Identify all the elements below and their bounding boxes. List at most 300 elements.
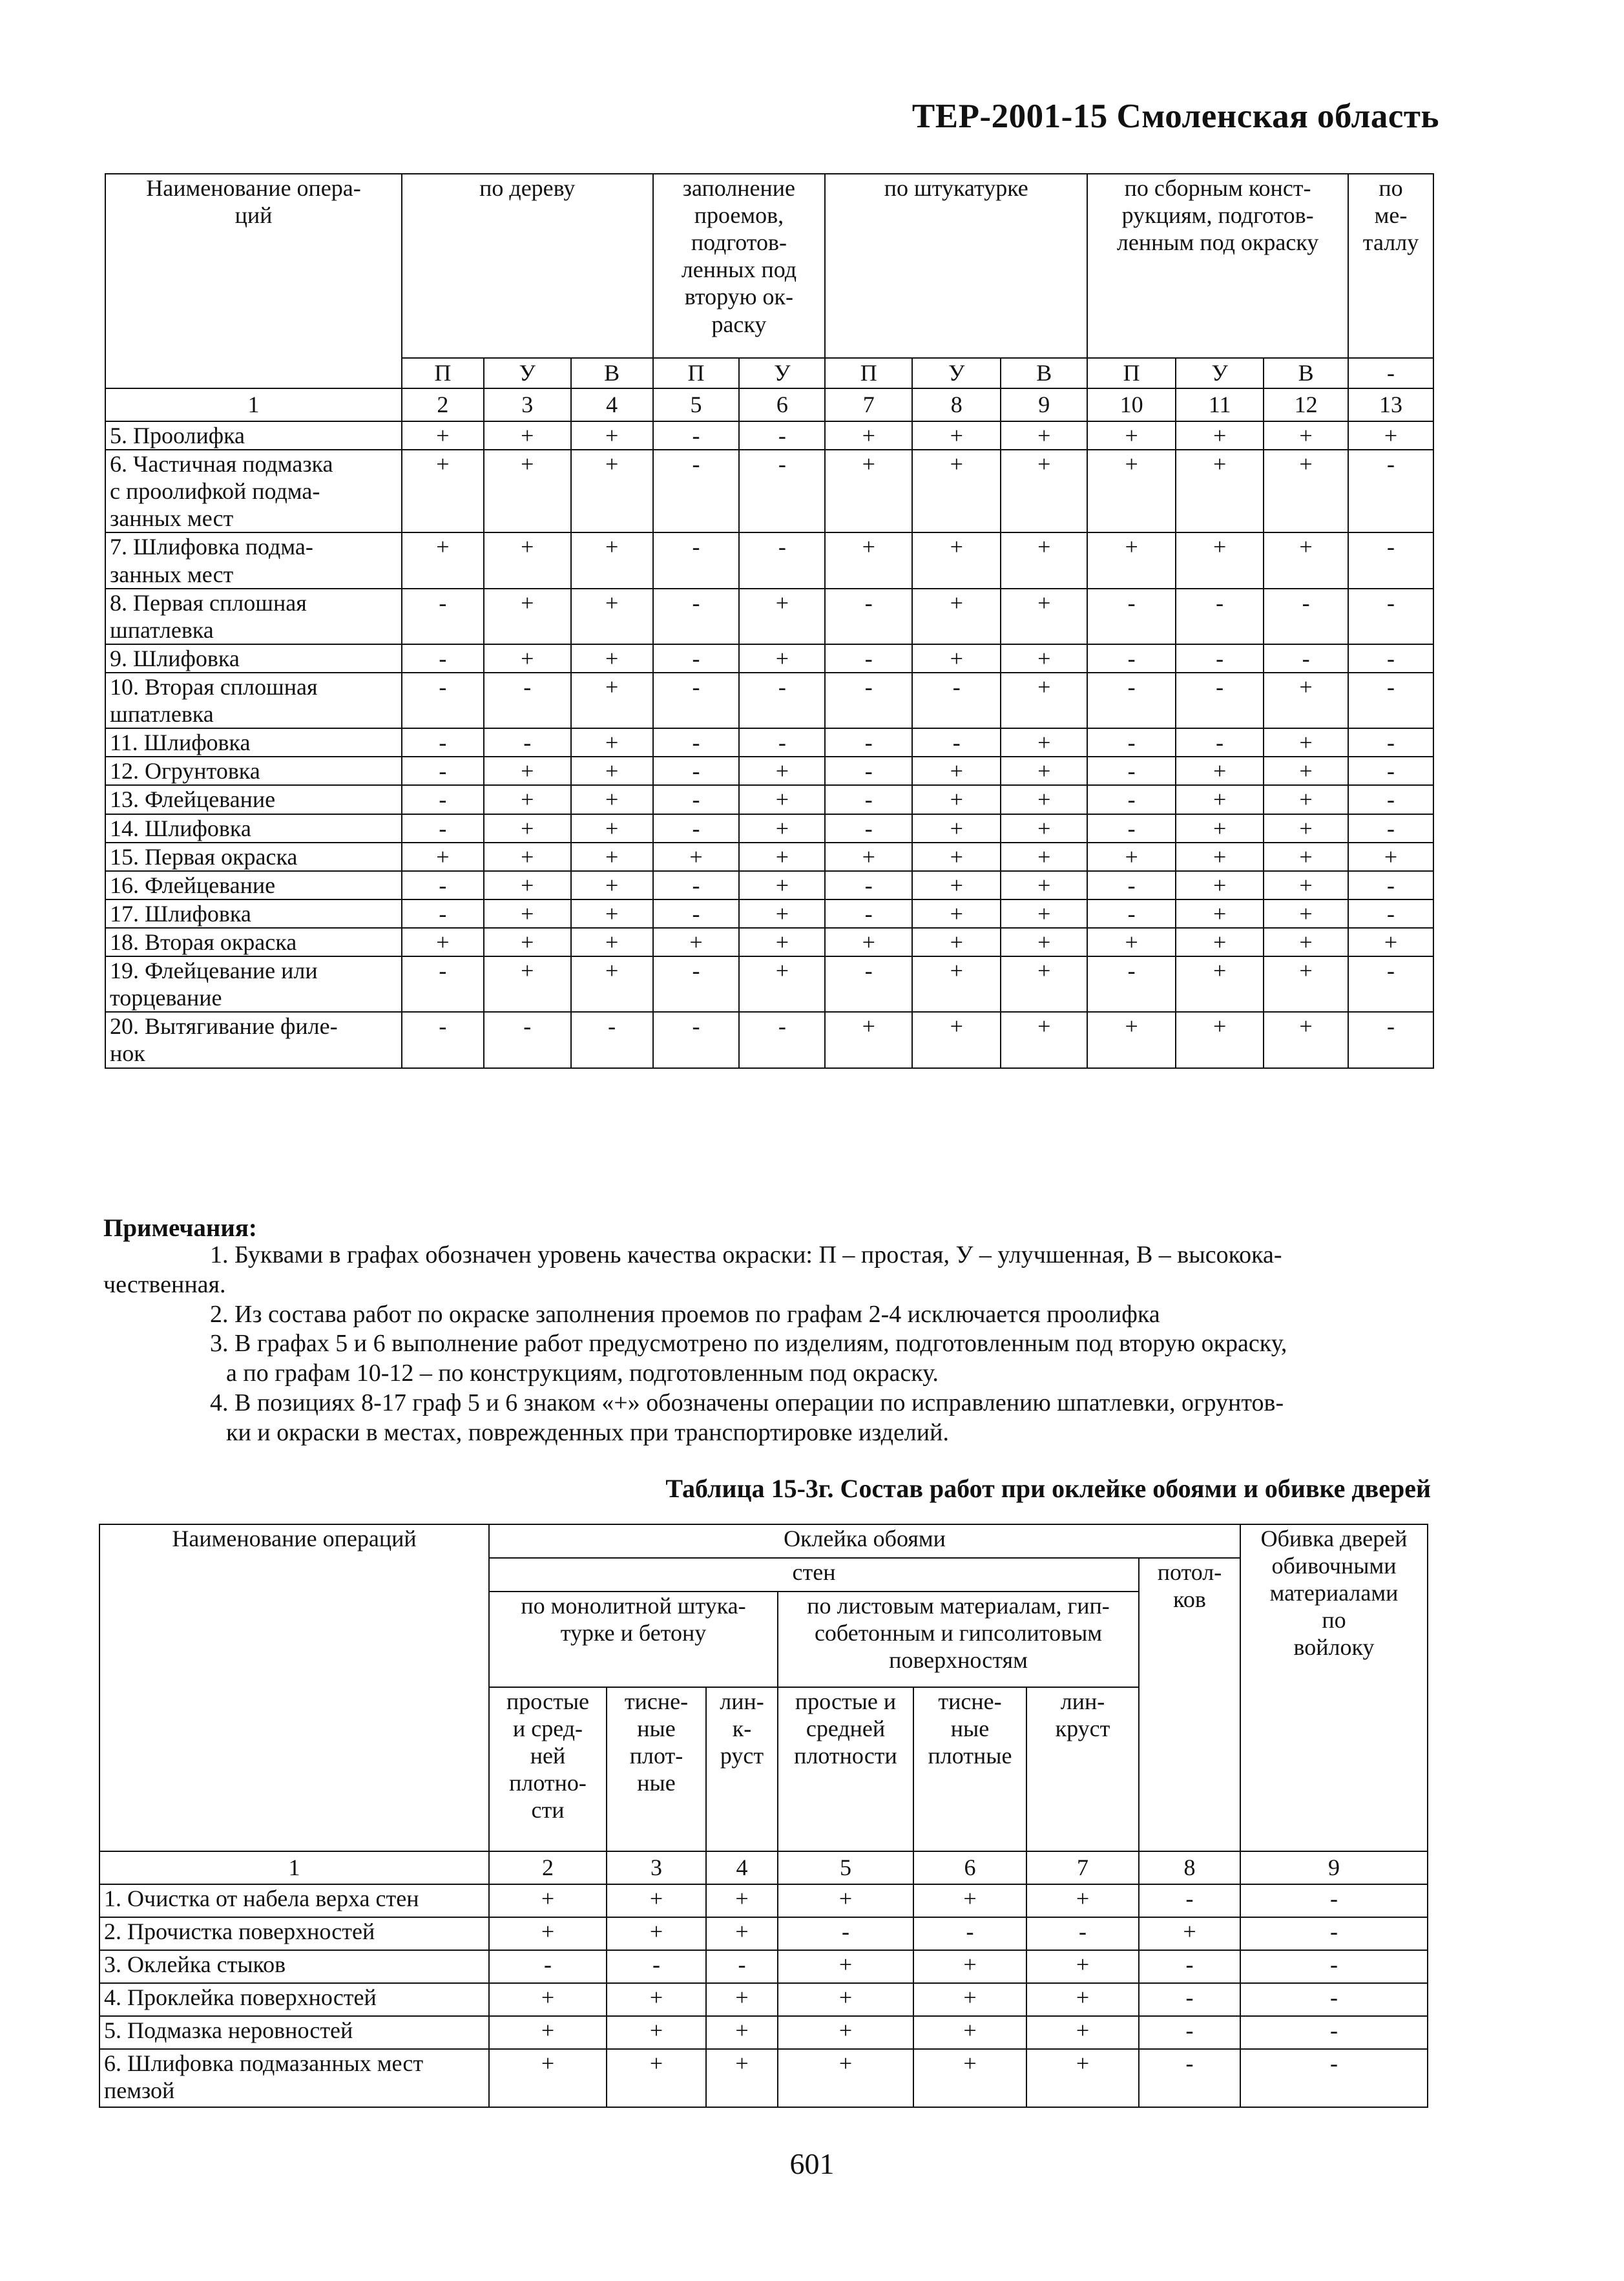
- mark-cell: -: [1139, 1983, 1240, 2016]
- t2-header-doors: Обивка дверей обивочными материалами по войлоку: [1240, 1524, 1428, 1851]
- mark-cell: -: [1348, 899, 1433, 928]
- mark-cell: +: [1176, 871, 1264, 899]
- mark-cell: +: [484, 450, 571, 532]
- mark-cell: -: [1264, 644, 1348, 673]
- running-header: ТЕР-2001-15 Смоленская область: [911, 98, 1439, 135]
- mark-cell: -: [825, 728, 912, 757]
- mark-cell: +: [402, 532, 484, 588]
- mark-cell: +: [1348, 843, 1433, 871]
- operation-name: 16. Флейцевание: [105, 871, 402, 899]
- column-number: 1: [105, 388, 402, 421]
- mark-cell: +: [1176, 928, 1264, 956]
- operation-name: 5. Проолифка: [105, 421, 402, 450]
- table-row: [105, 814, 1433, 843]
- t2-header-monolithic: по монолитной штука- турке и бетону: [489, 1592, 778, 1687]
- mark-cell: +: [706, 1884, 778, 1917]
- mark-cell: +: [1348, 421, 1433, 450]
- mark-cell: -: [1087, 757, 1176, 785]
- mark-cell: -: [1139, 2016, 1240, 2049]
- mark-cell: -: [402, 785, 484, 814]
- column-number: 3: [607, 1851, 706, 1884]
- mark-cell: +: [1001, 450, 1087, 532]
- mark-cell: -: [653, 871, 740, 899]
- mark-cell: +: [778, 1884, 913, 1917]
- mark-cell: +: [1001, 757, 1087, 785]
- mark-cell: -: [1176, 728, 1264, 757]
- mark-cell: -: [1087, 814, 1176, 843]
- operation-name: 19. Флейцевание или торцевание: [105, 956, 402, 1012]
- mark-cell: -: [1176, 589, 1264, 644]
- mark-cell: +: [484, 757, 571, 785]
- header-wood: по дереву: [402, 174, 652, 358]
- operation-name: 4. Проклейка поверхностей: [99, 1983, 489, 2016]
- material-type-header: простые и средней плотности: [778, 1687, 913, 1851]
- t2-header-wallpaper: Оклейка обоями: [489, 1524, 1240, 1558]
- mark-cell: +: [1001, 785, 1087, 814]
- mark-cell: -: [778, 1917, 913, 1950]
- mark-cell: +: [706, 1917, 778, 1950]
- mark-cell: +: [825, 450, 912, 532]
- mark-cell: -: [653, 673, 740, 728]
- mark-cell: -: [739, 532, 825, 588]
- mark-cell: +: [571, 450, 653, 532]
- mark-cell: -: [1139, 1950, 1240, 1983]
- mark-cell: +: [571, 956, 653, 1012]
- mark-cell: +: [913, 1983, 1026, 2016]
- mark-cell: -: [739, 673, 825, 728]
- mark-cell: +: [706, 2049, 778, 2107]
- mark-cell: -: [489, 1950, 607, 1983]
- mark-cell: +: [571, 728, 653, 757]
- mark-cell: +: [1001, 673, 1087, 728]
- mark-cell: +: [739, 928, 825, 956]
- mark-cell: +: [1026, 1950, 1139, 1983]
- note-4-cont: ки и окраски в местах, поврежденных при транспортировке изделий.: [226, 1418, 949, 1446]
- mark-cell: +: [402, 421, 484, 450]
- quality-level-header: В: [1001, 358, 1087, 388]
- column-number: 10: [1087, 388, 1176, 421]
- column-number: 2: [402, 388, 484, 421]
- mark-cell: -: [825, 589, 912, 644]
- mark-cell: -: [1348, 673, 1433, 728]
- operation-name: 5. Подмазка неровностей: [99, 2016, 489, 2049]
- mark-cell: +: [913, 2049, 1026, 2107]
- mark-cell: -: [1240, 1950, 1428, 1983]
- mark-cell: -: [653, 644, 740, 673]
- mark-cell: -: [1026, 1917, 1139, 1950]
- column-number: 2: [489, 1851, 607, 1884]
- mark-cell: -: [1087, 644, 1176, 673]
- mark-cell: -: [825, 814, 912, 843]
- mark-cell: +: [1264, 928, 1348, 956]
- mark-cell: +: [778, 1983, 913, 2016]
- material-type-header: простые и сред- ней плотно- сти: [489, 1687, 607, 1851]
- mark-cell: +: [1026, 2049, 1139, 2107]
- mark-cell: +: [739, 814, 825, 843]
- table-row: [99, 1917, 1428, 1950]
- mark-cell: +: [402, 928, 484, 956]
- mark-cell: +: [571, 814, 653, 843]
- mark-cell: +: [1264, 899, 1348, 928]
- table-row: [105, 421, 1433, 450]
- mark-cell: +: [607, 1917, 706, 1950]
- mark-cell: -: [1348, 728, 1433, 757]
- table-row: [105, 871, 1433, 899]
- mark-cell: +: [825, 1012, 912, 1067]
- table-row: [105, 757, 1433, 785]
- mark-cell: +: [912, 644, 1001, 673]
- mark-cell: +: [1087, 450, 1176, 532]
- mark-cell: +: [739, 589, 825, 644]
- mark-cell: -: [1348, 956, 1433, 1012]
- header-plaster: по штукатурке: [825, 174, 1087, 358]
- mark-cell: +: [912, 532, 1001, 588]
- mark-cell: +: [739, 644, 825, 673]
- mark-cell: +: [913, 1884, 1026, 1917]
- mark-cell: +: [571, 589, 653, 644]
- mark-cell: +: [706, 1983, 778, 2016]
- mark-cell: +: [825, 928, 912, 956]
- column-number: 13: [1348, 388, 1433, 421]
- mark-cell: +: [912, 956, 1001, 1012]
- mark-cell: +: [1026, 1884, 1139, 1917]
- mark-cell: +: [739, 843, 825, 871]
- mark-cell: +: [571, 899, 653, 928]
- mark-cell: -: [912, 673, 1001, 728]
- operation-name: 15. Первая окраска: [105, 843, 402, 871]
- mark-cell: +: [571, 421, 653, 450]
- operation-name: 9. Шлифовка: [105, 644, 402, 673]
- column-number: 8: [912, 388, 1001, 421]
- header-metal: по ме- таллу: [1348, 174, 1433, 358]
- mark-cell: +: [571, 928, 653, 956]
- note-3-cont: а по графам 10-12 – по конструкциям, подготовленным под окраску.: [226, 1360, 939, 1387]
- mark-cell: -: [402, 644, 484, 673]
- mark-cell: +: [484, 814, 571, 843]
- column-number: 11: [1176, 388, 1264, 421]
- mark-cell: -: [402, 871, 484, 899]
- note-2: 2. Из состава работ по окраске заполнения проемов по графам 2-4 исключается проолифка: [210, 1300, 1160, 1328]
- mark-cell: -: [402, 1012, 484, 1067]
- column-number: 5: [653, 388, 740, 421]
- mark-cell: +: [1264, 450, 1348, 532]
- table-row: [99, 1884, 1428, 1917]
- material-type-header: тисне- ные плот- ные: [607, 1687, 706, 1851]
- operation-name: 14. Шлифовка: [105, 814, 402, 843]
- mark-cell: -: [913, 1917, 1026, 1950]
- mark-cell: +: [912, 757, 1001, 785]
- material-type-header: лин- к- руст: [706, 1687, 778, 1851]
- mark-cell: +: [489, 2016, 607, 2049]
- mark-cell: +: [607, 1884, 706, 1917]
- mark-cell: +: [912, 450, 1001, 532]
- operation-name: 6. Шлифовка подмазанных мест пемзой: [99, 2049, 489, 2107]
- mark-cell: -: [1240, 1917, 1428, 1950]
- column-number: 1: [99, 1851, 489, 1884]
- mark-cell: +: [912, 785, 1001, 814]
- wallpaper-operations-table: [99, 1524, 1428, 2108]
- mark-cell: -: [402, 757, 484, 785]
- mark-cell: -: [1240, 2049, 1428, 2107]
- mark-cell: +: [571, 644, 653, 673]
- mark-cell: +: [571, 673, 653, 728]
- mark-cell: -: [1087, 956, 1176, 1012]
- column-number: 6: [913, 1851, 1026, 1884]
- table-row: [99, 2049, 1428, 2107]
- operation-name: 18. Вторая окраска: [105, 928, 402, 956]
- mark-cell: +: [1176, 785, 1264, 814]
- mark-cell: -: [484, 1012, 571, 1067]
- mark-cell: +: [1264, 532, 1348, 588]
- mark-cell: +: [653, 843, 740, 871]
- mark-cell: +: [913, 1950, 1026, 1983]
- operation-name: 3. Оклейка стыков: [99, 1950, 489, 1983]
- mark-cell: +: [1264, 728, 1348, 757]
- mark-cell: -: [739, 728, 825, 757]
- mark-cell: +: [1176, 843, 1264, 871]
- mark-cell: +: [912, 928, 1001, 956]
- mark-cell: -: [1348, 785, 1433, 814]
- mark-cell: +: [1176, 814, 1264, 843]
- quality-level-header: В: [571, 358, 653, 388]
- mark-cell: -: [653, 728, 740, 757]
- operation-name: 20. Вытягивание филе- нок: [105, 1012, 402, 1067]
- table-row: [99, 1983, 1428, 2016]
- mark-cell: +: [825, 843, 912, 871]
- mark-cell: +: [1348, 928, 1433, 956]
- mark-cell: -: [739, 421, 825, 450]
- mark-cell: -: [1240, 2016, 1428, 2049]
- quality-level-header: У: [484, 358, 571, 388]
- column-number: 5: [778, 1851, 913, 1884]
- mark-cell: +: [1087, 843, 1176, 871]
- mark-cell: -: [1348, 1012, 1433, 1067]
- mark-cell: -: [653, 450, 740, 532]
- mark-cell: +: [913, 2016, 1026, 2049]
- mark-cell: +: [1001, 899, 1087, 928]
- mark-cell: -: [825, 956, 912, 1012]
- quality-level-header: В: [1264, 358, 1348, 388]
- mark-cell: +: [912, 589, 1001, 644]
- mark-cell: +: [1001, 644, 1087, 673]
- mark-cell: +: [571, 785, 653, 814]
- mark-cell: -: [653, 757, 740, 785]
- mark-cell: +: [489, 1884, 607, 1917]
- mark-cell: +: [825, 532, 912, 588]
- operation-name: 7. Шлифовка подма- занных мест: [105, 532, 402, 588]
- header-openings: заполнение проемов, подготов- ленных под вторую ок- раску: [653, 174, 826, 358]
- mark-cell: -: [1139, 2049, 1240, 2107]
- mark-cell: -: [402, 814, 484, 843]
- notes: [103, 1241, 1434, 1448]
- mark-cell: +: [484, 956, 571, 1012]
- mark-cell: +: [484, 785, 571, 814]
- mark-cell: +: [1176, 956, 1264, 1012]
- mark-cell: -: [1348, 450, 1433, 532]
- mark-cell: +: [1001, 421, 1087, 450]
- mark-cell: +: [1264, 421, 1348, 450]
- operation-name: 2. Прочистка поверхностей: [99, 1917, 489, 1950]
- mark-cell: +: [1264, 757, 1348, 785]
- mark-cell: +: [1176, 1012, 1264, 1067]
- quality-level-header: -: [1348, 358, 1433, 388]
- mark-cell: +: [739, 956, 825, 1012]
- mark-cell: +: [1001, 843, 1087, 871]
- operation-name: 17. Шлифовка: [105, 899, 402, 928]
- mark-cell: -: [825, 899, 912, 928]
- note-3: 3. В графах 5 и 6 выполнение работ предусмотрено по изделиям, подготовленным под вторую окраску,: [210, 1330, 1287, 1358]
- mark-cell: +: [1001, 928, 1087, 956]
- quality-level-header: П: [653, 358, 740, 388]
- column-number: 7: [825, 388, 912, 421]
- operation-name: 8. Первая сплошная шпатлевка: [105, 589, 402, 644]
- mark-cell: -: [402, 728, 484, 757]
- operation-name: 12. Огрунтовка: [105, 757, 402, 785]
- quality-level-header: П: [1087, 358, 1176, 388]
- mark-cell: +: [484, 532, 571, 588]
- mark-cell: +: [739, 757, 825, 785]
- table-row: [105, 899, 1433, 928]
- mark-cell: +: [1026, 1983, 1139, 2016]
- painting-operations-table: [105, 173, 1434, 1069]
- mark-cell: +: [1087, 928, 1176, 956]
- mark-cell: +: [571, 532, 653, 588]
- mark-cell: -: [653, 532, 740, 588]
- table-row: [105, 589, 1433, 644]
- quality-level-header: П: [825, 358, 912, 388]
- column-number: 7: [1026, 1851, 1139, 1884]
- table-row: [105, 532, 1433, 588]
- mark-cell: -: [1264, 589, 1348, 644]
- table-row: [99, 2016, 1428, 2049]
- mark-cell: +: [571, 757, 653, 785]
- notes-title: Примечания:: [103, 1214, 257, 1242]
- mark-cell: +: [607, 1983, 706, 2016]
- mark-cell: +: [739, 871, 825, 899]
- quality-level-header: П: [402, 358, 484, 388]
- mark-cell: +: [484, 644, 571, 673]
- mark-cell: -: [653, 421, 740, 450]
- header-operation-name: Наименование опера- ций: [105, 174, 402, 388]
- mark-cell: -: [1087, 589, 1176, 644]
- mark-cell: +: [571, 871, 653, 899]
- mark-cell: +: [1264, 814, 1348, 843]
- table-row: [99, 1950, 1428, 1983]
- mark-cell: -: [653, 589, 740, 644]
- t2-header-sheet: по листовым материалам, гип- собетонным и гипсолитовым поверхностям: [778, 1592, 1139, 1687]
- mark-cell: +: [1176, 532, 1264, 588]
- mark-cell: +: [912, 871, 1001, 899]
- mark-cell: +: [912, 843, 1001, 871]
- material-type-header: лин- круст: [1026, 1687, 1139, 1851]
- table-row: [105, 728, 1433, 757]
- mark-cell: -: [825, 673, 912, 728]
- table-row: [105, 928, 1433, 956]
- note-1-cont: чественная.: [103, 1270, 226, 1298]
- mark-cell: +: [484, 843, 571, 871]
- mark-cell: +: [1087, 421, 1176, 450]
- column-number: 9: [1001, 388, 1087, 421]
- note-4: 4. В позициях 8-17 граф 5 и 6 знаком «+» обозначены операции по исправлению шпатлевки, огрунтов-: [210, 1389, 1284, 1417]
- mark-cell: -: [825, 785, 912, 814]
- column-number: 9: [1240, 1851, 1428, 1884]
- table-row: [105, 785, 1433, 814]
- t2-header-ceilings: потол- ков: [1139, 1558, 1240, 1851]
- mark-cell: +: [484, 871, 571, 899]
- mark-cell: -: [739, 1012, 825, 1067]
- mark-cell: +: [1264, 956, 1348, 1012]
- mark-cell: +: [706, 2016, 778, 2049]
- t2-header-walls: стен: [489, 1558, 1139, 1592]
- mark-cell: +: [607, 2049, 706, 2107]
- column-number: 12: [1264, 388, 1348, 421]
- table-row: [105, 1012, 1433, 1067]
- operation-name: 10. Вторая сплошная шпатлевка: [105, 673, 402, 728]
- mark-cell: -: [1087, 673, 1176, 728]
- mark-cell: +: [912, 814, 1001, 843]
- mark-cell: -: [653, 814, 740, 843]
- mark-cell: +: [402, 843, 484, 871]
- mark-cell: -: [402, 673, 484, 728]
- mark-cell: -: [1348, 644, 1433, 673]
- mark-cell: +: [1001, 956, 1087, 1012]
- mark-cell: -: [653, 899, 740, 928]
- mark-cell: -: [1087, 871, 1176, 899]
- note-1: 1. Буквами в графах обозначен уровень качества окраски: П – простая, У – улучшенная, В – высокока-: [210, 1241, 1282, 1268]
- mark-cell: +: [739, 899, 825, 928]
- mark-cell: -: [1240, 1884, 1428, 1917]
- mark-cell: -: [1348, 589, 1433, 644]
- mark-cell: -: [1348, 871, 1433, 899]
- mark-cell: +: [1176, 899, 1264, 928]
- column-number: 4: [706, 1851, 778, 1884]
- mark-cell: +: [1001, 532, 1087, 588]
- quality-level-header: У: [912, 358, 1001, 388]
- table-row: [105, 644, 1433, 673]
- mark-cell: +: [739, 785, 825, 814]
- mark-cell: +: [912, 1012, 1001, 1067]
- mark-cell: +: [912, 899, 1001, 928]
- operation-name: 6. Частичная подмазка с проолифкой подма- занных мест: [105, 450, 402, 532]
- mark-cell: +: [1264, 1012, 1348, 1067]
- mark-cell: +: [489, 2049, 607, 2107]
- column-number: 8: [1139, 1851, 1240, 1884]
- mark-cell: -: [653, 785, 740, 814]
- mark-cell: -: [484, 728, 571, 757]
- mark-cell: -: [1087, 899, 1176, 928]
- mark-cell: -: [1087, 728, 1176, 757]
- column-number: 3: [484, 388, 571, 421]
- mark-cell: +: [571, 843, 653, 871]
- mark-cell: +: [1001, 1012, 1087, 1067]
- table-row: [105, 450, 1433, 532]
- mark-cell: +: [1026, 2016, 1139, 2049]
- mark-cell: +: [825, 421, 912, 450]
- mark-cell: -: [1087, 785, 1176, 814]
- mark-cell: -: [1139, 1884, 1240, 1917]
- operation-name: 11. Шлифовка: [105, 728, 402, 757]
- operation-name: 13. Флейцевание: [105, 785, 402, 814]
- table-row: [105, 956, 1433, 1012]
- mark-cell: +: [653, 928, 740, 956]
- mark-cell: +: [489, 1983, 607, 2016]
- mark-cell: -: [1176, 644, 1264, 673]
- page-number: 601: [789, 2147, 835, 2180]
- mark-cell: +: [1139, 1917, 1240, 1950]
- mark-cell: -: [1348, 532, 1433, 588]
- mark-cell: -: [825, 757, 912, 785]
- mark-cell: +: [1001, 728, 1087, 757]
